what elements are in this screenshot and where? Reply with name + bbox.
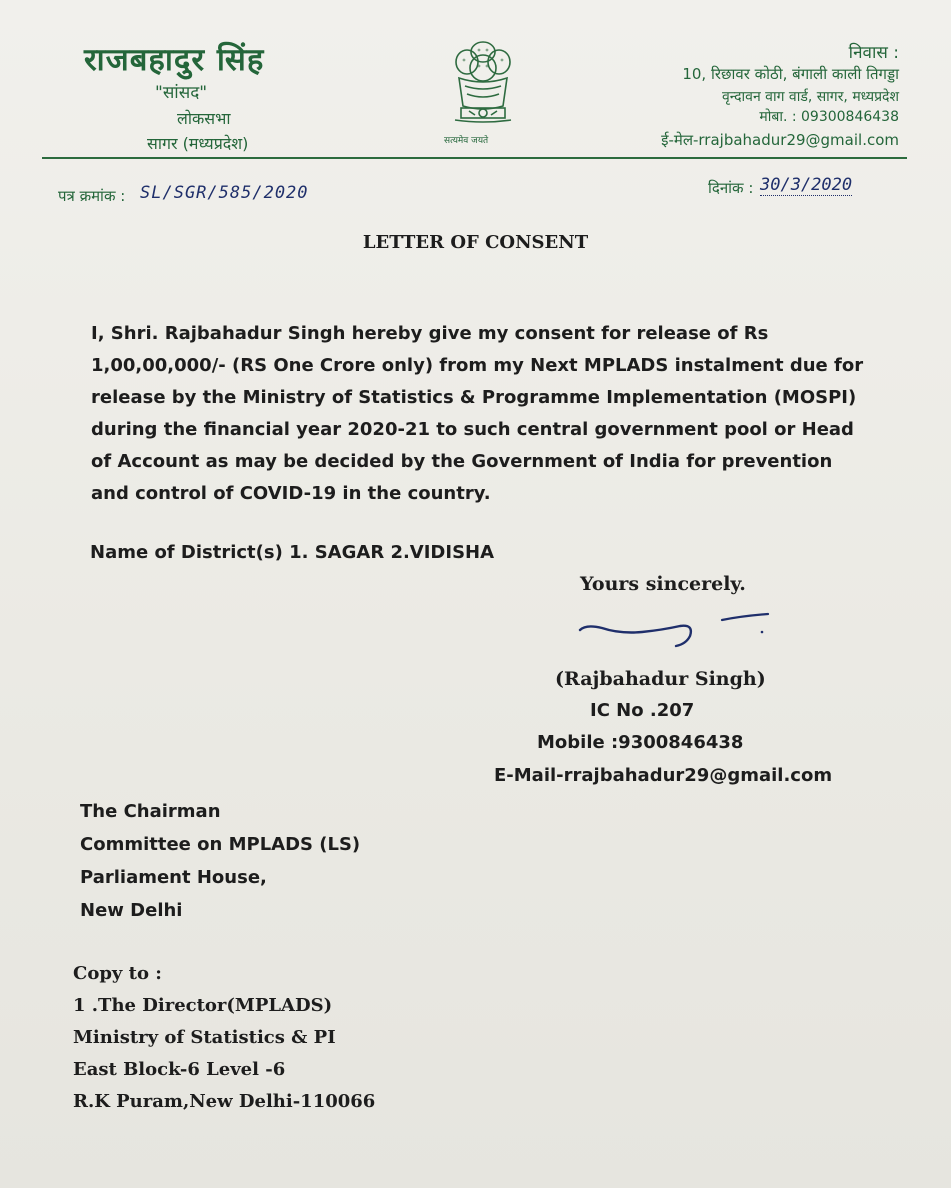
letterhead-constituency: सागर (मध्यप्रदेश) bbox=[147, 134, 249, 153]
handwritten-signature bbox=[572, 606, 782, 656]
national-emblem-icon bbox=[443, 34, 523, 149]
letterhead-mobile: मोबा. : 09300846438 bbox=[759, 109, 899, 125]
copy-to-line: Ministry of Statistics & PI bbox=[73, 1027, 336, 1048]
letterhead-title: "सांसद" bbox=[155, 83, 208, 103]
letter-body: I, Shri. Rajbahadur Singh hereby give my consent for release of Rs 1,00,00,000/- (RS One Crore only) from my Next MPLADS instalment due for release by the Ministry of Statistics & Programme Implementation (MOSPI) during the financial year 2020-21 to such central government pool or Head of Account as may be decided by the Government of India for prevention and control of COVID-19 in the country. bbox=[91, 323, 864, 504]
date-label: दिनांक : bbox=[708, 179, 754, 197]
recipient-line: The Chairman bbox=[80, 801, 221, 822]
address-line-1: 10, रिछावर कोठी, बंगाली काली तिगड्डा bbox=[682, 65, 899, 83]
recipient-line: Parliament House, bbox=[80, 867, 267, 888]
copy-to-line: 1 .The Director(MPLADS) bbox=[73, 995, 333, 1016]
copy-to-label: Copy to : bbox=[73, 963, 162, 984]
letterhead-house: लोकसभा bbox=[177, 109, 231, 128]
recipient-line: New Delhi bbox=[80, 900, 183, 921]
copy-to-line: R.K Puram,New Delhi-110066 bbox=[73, 1091, 376, 1112]
letter-heading: LETTER OF CONSENT bbox=[362, 232, 589, 253]
reference-label: पत्र क्रमांक : bbox=[58, 187, 126, 205]
residence-label: निवास : bbox=[848, 43, 899, 63]
copy-to-block bbox=[73, 958, 375, 1118]
recipient-address bbox=[80, 795, 360, 927]
signatory-name: (Rajbahadur Singh) bbox=[555, 668, 766, 690]
letterhead-name: राजबहादुर सिंह bbox=[84, 42, 265, 78]
district-names: Name of District(s) 1. SAGAR 2.VIDISHA bbox=[90, 542, 495, 563]
letterhead-divider bbox=[42, 157, 907, 159]
emblem-motto: सत्यमेव जयते bbox=[444, 136, 489, 146]
closing: Yours sincerely. bbox=[580, 573, 746, 595]
signatory-mobile: Mobile :9300846438 bbox=[537, 732, 744, 753]
address-line-2: वृन्दावन वाग वार्ड, सागर, मध्यप्रदेश bbox=[722, 89, 899, 105]
reference-number: SL/SGR/585/2020 bbox=[140, 183, 309, 203]
date-value: 30/3/2020 bbox=[760, 175, 853, 195]
signatory-ic-number: IC No .207 bbox=[590, 700, 695, 721]
recipient-line: Committee on MPLADS (LS) bbox=[80, 834, 361, 855]
copy-to-line: East Block-6 Level -6 bbox=[73, 1059, 286, 1080]
signatory-email: E-Mail-rrajbahadur29@gmail.com bbox=[494, 765, 833, 786]
letterhead-email: ई-मेल-rrajbahadur29@gmail.com bbox=[661, 131, 899, 149]
